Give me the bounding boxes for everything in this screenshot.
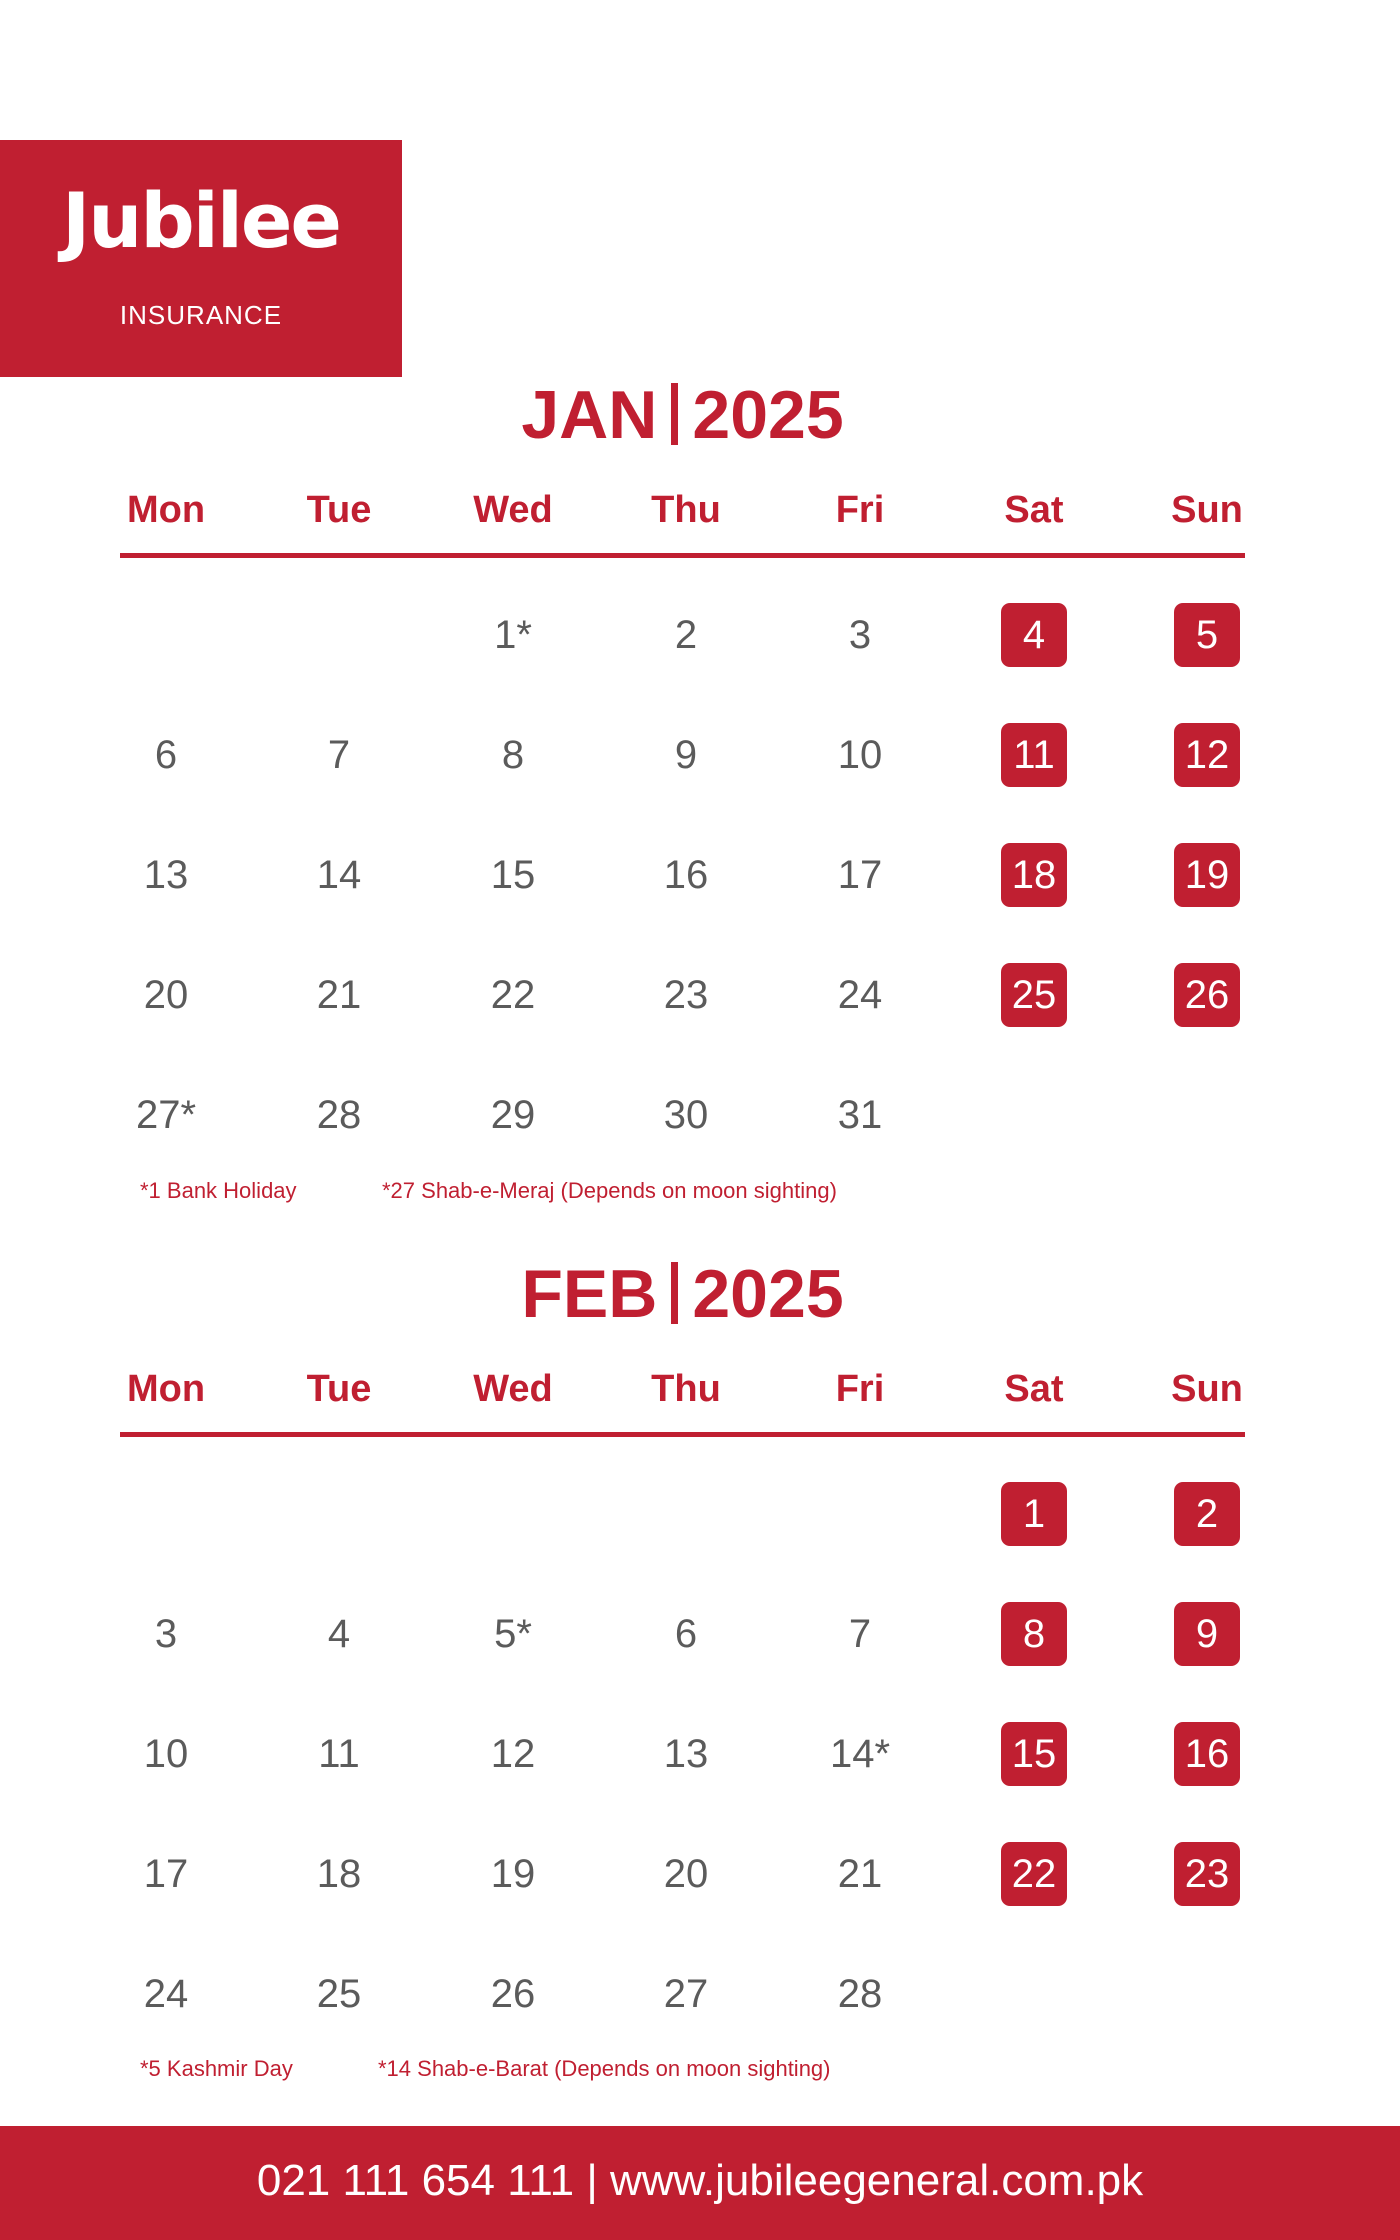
day-cell: 3 <box>154 1612 178 1656</box>
day-cell: 16 <box>663 853 709 897</box>
day-cell: 21 <box>316 973 362 1017</box>
holiday-note: *1 Bank Holiday <box>140 1178 297 1203</box>
day-cell: 9 <box>674 733 698 777</box>
weekday-label-mon: Mon <box>126 1368 206 1410</box>
calendar-january <box>120 375 1245 1215</box>
weekday-label-fri: Fri <box>835 489 885 531</box>
weekday-header <box>120 1364 1245 1414</box>
holiday-note: *27 Shab-e-Meraj (Depends on moon sighting) <box>382 1178 837 1203</box>
logo-subtitle: INSURANCE <box>119 300 283 330</box>
day-cell: 4 <box>327 1612 351 1656</box>
title-divider <box>671 1262 678 1324</box>
weekday-label-sat: Sat <box>1004 489 1064 531</box>
day-cell: 17 <box>837 853 883 897</box>
weekend-day-cell: 9 <box>1174 1602 1240 1666</box>
day-cell: 23 <box>663 973 709 1017</box>
holiday-note: *5 Kashmir Day <box>140 2056 293 2081</box>
weekday-header <box>120 485 1245 535</box>
weekend-day-cell: 19 <box>1174 843 1240 907</box>
day-cell: 25 <box>316 1972 362 2016</box>
day-cell: 21 <box>837 1852 883 1896</box>
day-cell: 8 <box>501 733 525 777</box>
weekday-label-tue: Tue <box>306 489 372 531</box>
day-cell: 6 <box>154 733 178 777</box>
month-name: FEB <box>521 1256 658 1332</box>
month-year: 2025 <box>692 377 844 453</box>
day-cell: 28 <box>837 1972 883 2016</box>
day-cell: 30 <box>663 1093 709 1137</box>
day-cell: 2 <box>674 613 698 657</box>
weekend-day-cell: 23 <box>1174 1842 1240 1906</box>
month-name: JAN <box>521 377 658 453</box>
weekend-day-cell: 22 <box>1001 1842 1067 1906</box>
day-cell: 15 <box>490 853 536 897</box>
weekend-day-cell: 11 <box>1001 723 1067 787</box>
day-cell: 12 <box>490 1732 536 1776</box>
weekday-label-mon: Mon <box>126 489 206 531</box>
weekday-label-tue: Tue <box>306 1368 372 1410</box>
weekday-label-wed: Wed <box>473 489 553 531</box>
weekend-day-cell: 8 <box>1001 1602 1067 1666</box>
weekday-label-thu: Thu <box>651 1368 721 1410</box>
month-title <box>120 375 1245 455</box>
day-cell: 6 <box>674 1612 698 1656</box>
day-cell: 24 <box>143 1972 189 2016</box>
weekend-day-cell: 5 <box>1174 603 1240 667</box>
day-cell: 14 <box>316 853 362 897</box>
weekday-label-thu: Thu <box>651 489 721 531</box>
day-cell: 13 <box>143 853 189 897</box>
footer-contact-bar <box>0 2126 1400 2240</box>
weekend-day-cell: 12 <box>1174 723 1240 787</box>
day-cell: 13 <box>663 1732 709 1776</box>
footer-contact: 021 111 654 111 | www.jubileegeneral.com.pk <box>256 2156 1144 2205</box>
day-cell: 20 <box>663 1852 709 1896</box>
calendar-february <box>120 1254 1245 2104</box>
weekday-label-fri: Fri <box>835 1368 885 1410</box>
day-cell: 10 <box>143 1732 189 1776</box>
weekend-day-cell: 16 <box>1174 1722 1240 1786</box>
weekday-label-sat: Sat <box>1004 1368 1064 1410</box>
weekend-day-cell: 2 <box>1174 1482 1240 1546</box>
day-cell: 24 <box>837 973 883 1017</box>
holiday-note: *14 Shab-e-Barat (Depends on moon sighting) <box>378 2056 831 2081</box>
day-cell: 19 <box>490 1852 536 1896</box>
header-rule <box>120 1432 1245 1437</box>
day-cell: 22 <box>490 973 536 1017</box>
logo-wordmark: Jubilee <box>62 176 340 265</box>
day-cell: 11 <box>318 1732 360 1776</box>
weekend-day-cell: 18 <box>1001 843 1067 907</box>
month-title <box>120 1254 1245 1334</box>
day-cell: 10 <box>837 733 883 777</box>
brand-logo <box>0 140 402 377</box>
day-cell: 28 <box>316 1093 362 1137</box>
day-cell: 27 <box>663 1972 709 2016</box>
weekend-day-cell: 15 <box>1001 1722 1067 1786</box>
day-cell: 31 <box>837 1093 883 1137</box>
title-divider <box>671 383 678 445</box>
weekday-label-sun: Sun <box>1171 489 1243 531</box>
day-cell: 27* <box>135 1093 197 1137</box>
day-cell: 3 <box>848 613 872 657</box>
day-cell: 29 <box>490 1093 536 1137</box>
day-cell: 17 <box>143 1852 189 1896</box>
weekend-day-cell: 1 <box>1001 1482 1067 1546</box>
day-cell: 7 <box>327 733 351 777</box>
header-rule <box>120 553 1245 558</box>
weekend-day-cell: 25 <box>1001 963 1067 1027</box>
weekday-label-sun: Sun <box>1171 1368 1243 1410</box>
day-cell: 5* <box>494 1612 532 1656</box>
day-cell: 18 <box>316 1852 362 1896</box>
day-cell: 7 <box>848 1612 872 1656</box>
day-cell: 1* <box>494 613 532 657</box>
day-cell: 14* <box>829 1732 891 1776</box>
day-cell: 20 <box>143 973 189 1017</box>
month-year: 2025 <box>692 1256 844 1332</box>
weekend-day-cell: 26 <box>1174 963 1240 1027</box>
weekday-label-wed: Wed <box>473 1368 553 1410</box>
day-cell: 26 <box>490 1972 536 2016</box>
weekend-day-cell: 4 <box>1001 603 1067 667</box>
